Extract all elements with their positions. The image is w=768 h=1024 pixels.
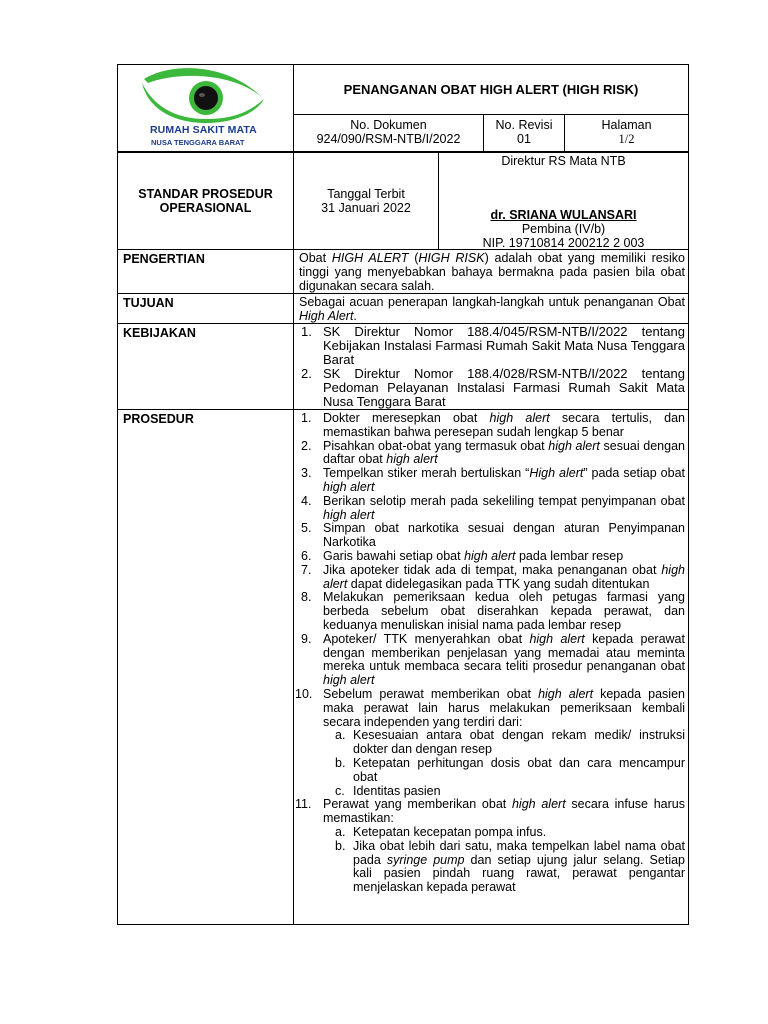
issue-date-cell	[294, 153, 439, 250]
text-segment: Dokter meresepkan obat	[323, 411, 490, 425]
tujuan-text-3: .	[353, 309, 357, 323]
text-segment: syringe pump	[386, 852, 465, 867]
text-segment: kepada pasien maka perawat lain harus melakukan pemeriksaan kembali secara independen yang terdiri dari:	[323, 686, 685, 729]
revision-value: 01	[517, 132, 531, 146]
sub-list-item: b. Jika obat lebih dari satu, maka tempelkan label nama obat pada syringe pump dan setiap ujung jalur selang. Setiap kali pasien pindah ruang rawat, perawat pengantar menjelaskan kepada perawat	[335, 838, 685, 895]
text-segment: ” pada setiap obat	[583, 466, 686, 481]
text-segment: Perawat yang memberikan obat	[323, 797, 512, 812]
pengertian-text-2: HIGH ALERT	[331, 251, 409, 265]
list-item-text	[323, 522, 685, 550]
text-segment: high alert	[323, 562, 685, 591]
text-segment: high alert	[489, 411, 550, 425]
list-item: 5. Simpan obat narkotika sesuai dengan aturan Penyimpanan Narkotika	[301, 521, 685, 550]
signer-rank: Pembina (IV/b)	[521, 222, 606, 236]
sub-list-text	[353, 839, 685, 894]
kebijakan-content	[294, 324, 689, 410]
issue-date-label: Tanggal Terbit	[327, 187, 405, 201]
list-item: 7. Jika apoteker tidak ada di tempat, maka penanganan obat high alert dapat didelegasikan pada TTK yang sudah ditentukan	[301, 562, 685, 591]
pengertian-text-5: ) adalah obat yang memiliki resiko tinggi yang menyebabkan bahaya bermakna pada pasien bila obat digunakan secara salah.	[299, 251, 685, 293]
list-item-text	[323, 633, 685, 688]
sub-list-item: b. Ketepatan perhitungan dosis obat dan cara mencampur obat	[335, 755, 685, 784]
text-segment: Sebelum perawat memberikan obat	[323, 686, 539, 701]
document-header	[117, 64, 689, 152]
pengertian-label: PENGERTIAN	[118, 250, 294, 294]
kebijakan-item-text: SK Direktur Nomor 188.4/045/RSM-NTB/I/2022 tentang Kebijakan Instalasi Farmasi Rumah Sakit Mata Nusa Tenggara Barat	[323, 324, 685, 367]
document-title: PENANGANAN OBAT HIGH ALERT (HIGH RISK)	[294, 65, 689, 115]
pengertian-text-1: Obat	[299, 251, 332, 265]
text-segment: high alert	[386, 452, 438, 467]
tujuan-label: TUJUAN	[118, 294, 294, 324]
list-item-text	[323, 467, 685, 495]
pengertian-content	[294, 250, 689, 294]
pengertian-text-4: HIGH RISK	[418, 251, 485, 265]
tujuan-text-2: High Alert	[299, 309, 354, 323]
list-item: 2. Pisahkan obat-obat yang termasuk obat high alert sesuai dengan daftar obat high alert	[301, 438, 685, 467]
sub-list-text: Ketepatan perhitungan dosis obat dan cara mencampur obat	[353, 755, 685, 784]
text-segment: high alert	[511, 797, 566, 812]
doc-number-label: No. Dokumen	[350, 118, 427, 132]
tujuan-content	[294, 294, 689, 324]
doc-number-value: 924/090/RSM-NTB/I/2022	[316, 132, 461, 146]
text-segment: Apoteker/ TTK menyerahkan obat	[323, 631, 530, 646]
sub-list-item: a. Kesesuaian antara obat dengan rekam medik/ instruksi dokter dan dengan resep	[335, 728, 685, 757]
list-item-text	[323, 591, 685, 632]
list-item: 6. Garis bawahi setiap obat high alert pada lembar resep	[299, 550, 685, 564]
sop-label: STANDAR PROSEDUR OPERASIONAL	[118, 153, 294, 250]
list-item-text	[323, 798, 685, 826]
list-item: 10. Sebelum perawat memberikan obat high alert kepada pasien maka perawat lain harus melakukan pemeriksaan kembali secara independen yang terdiri dari: a. Kesesuaian antara obat dengan rekam medik/ instruksi dokter dan dengan resep b. Ketepatan perhitungan dosis obat dan cara mencampur obat c. Identitas pasien	[295, 686, 685, 798]
page-label: Halaman	[601, 118, 652, 132]
text-segment: Pisahkan obat-obat yang termasuk obat	[323, 438, 549, 453]
list-item: 8. Melakukan pemeriksaan kedua oleh petugas farmasi yang berbeda sebelum obat diserahkan kepada perawat, dan keduanya menuliskan inisial nama pada lembar resep	[301, 590, 685, 632]
kebijakan-label: KEBIJAKAN	[118, 324, 294, 410]
text-segment: secara tertulis, dan memastikan bahwa peresepan sudah lengkap 5 benar	[323, 411, 685, 439]
list-item: 3. Tempelkan stiker merah bertuliskan “High alert” pada setiap obat high alert	[301, 466, 686, 494]
text-segment: high alert	[464, 548, 516, 563]
issue-date-value: 31 Januari 2022	[321, 201, 411, 215]
list-item-text	[323, 440, 685, 468]
list-item: 1. Dokter meresepkan obat high alert secara tertulis, dan memastikan bahwa peresepan sudah lengkap 5 benar	[301, 411, 685, 439]
signer-title: Direktur RS Mata NTB	[501, 154, 626, 168]
list-item-text	[323, 412, 685, 440]
sop-body-table	[117, 152, 689, 925]
text-segment: Ketepatan kecepatan pompa infus.	[353, 824, 547, 839]
text-segment: High alert	[529, 466, 584, 481]
list-item: 2. SK Direktur Nomor 188.4/028/RSM-NTB/I/2022 tentang Pedoman Pelayanan Instalasi Farmasi Rumah Sakit Mata Nusa Tenggara Barat	[301, 366, 685, 409]
text-segment: sesuai dengan daftar obat	[323, 438, 685, 467]
text-segment: kepada perawat dengan memberikan penjelasan yang memadai atau meminta mereka untuk membaca secara teliti prosedur penanganan obat	[323, 631, 685, 674]
text-segment: high alert	[323, 479, 375, 494]
list-item-text	[323, 550, 685, 564]
list-item-text	[323, 564, 685, 592]
text-segment: Jika obat lebih dari satu, maka tempelkan label nama obat pada	[353, 838, 685, 867]
list-item: 9. Apoteker/ TTK menyerahkan obat high alert kepada perawat dengan memberikan penjelasan yang memadai atau meminta mereka untuk membaca secara teliti prosedur penanganan obat high alert	[301, 631, 685, 688]
page-cell	[565, 115, 689, 152]
list-item: 11. Perawat yang memberikan obat high alert secara infuse harus memastikan: a. Ketepatan kecepatan pompa infus. b. Jika obat lebih dari satu, maka tempelkan label nama obat pada syringe pump dan setiap ujung jalur selang. Setiap kali pasien pindah ruang rawat, perawat pengantar menjelaskan kepada perawat	[295, 797, 685, 895]
sub-list	[323, 826, 685, 895]
sub-list-text	[353, 825, 546, 839]
list-item: 1. SK Direktur Nomor 188.4/045/RSM-NTB/I/2022 tentang Kebijakan Instalasi Farmasi Rumah Sakit Mata Nusa Tenggara Barat	[301, 324, 685, 367]
text-segment: Tempelkan stiker merah bertuliskan “	[323, 466, 530, 481]
text-segment: Berikan selotip merah pada sekeliling tempat penyimpanan obat	[323, 493, 685, 508]
text-segment: Garis bawahi setiap obat	[323, 548, 465, 563]
signature-cell	[439, 153, 689, 250]
text-segment: Melakukan pemeriksaan kedua oleh petugas farmasi yang berbeda sebelum obat diserahkan kepada perawat, dan keduanya menuliskan inisial nama pada lembar resep	[323, 590, 685, 632]
sub-list-item: c. Identitas pasien	[335, 783, 441, 798]
tujuan-text-1: Sebagai acuan penerapan langkah-langkah untuk penanganan Obat	[299, 295, 685, 309]
text-segment: pada lembar resep	[515, 548, 624, 563]
pengertian-text-3: (	[408, 251, 419, 265]
list-item-text	[323, 495, 685, 523]
prosedur-content	[294, 410, 689, 925]
logo-hospital-name: RUMAH SAKIT MATA	[150, 124, 257, 136]
text-segment: high alert	[538, 686, 594, 701]
text-segment: secara infuse harus memastikan:	[323, 797, 685, 826]
prosedur-label: PROSEDUR	[118, 410, 294, 925]
doc-number-cell	[294, 115, 484, 152]
page-value: 1/2	[618, 132, 635, 146]
logo-hospital-region: NUSA TENGGARA BARAT	[151, 138, 245, 147]
sub-list-item: a. Ketepatan kecepatan pompa infus.	[335, 824, 547, 839]
text-segment: Simpan obat narkotika sesuai dengan aturan Penyimpanan Narkotika	[323, 521, 685, 550]
list-item-text	[323, 688, 685, 729]
list-item: 4. Berikan selotip merah pada sekeliling tempat penyimpanan obat high alert	[301, 493, 685, 522]
sub-list-text: Kesesuaian antara obat dengan rekam medik/ instruksi dokter dan dengan resep	[353, 728, 685, 757]
text-segment: high alert	[323, 507, 375, 522]
text-segment: Jika apoteker tidak ada di tempat, maka penanganan obat	[323, 562, 662, 577]
text-segment: high alert	[529, 631, 585, 646]
text-segment: dan setiap ujung jalur selang. Setiap kali pasien pindah ruang rawat, perawat pengantar menjelaskan kepada perawat	[353, 852, 685, 895]
text-segment: dapat didelegasikan pada TTK yang sudah ditentukan	[347, 576, 650, 591]
revision-cell	[484, 115, 565, 152]
signer-name: dr. SRIANA WULANSARI	[490, 208, 637, 222]
sub-list-text: Identitas pasien	[353, 783, 441, 798]
text-segment: high alert	[323, 673, 375, 688]
sub-list	[323, 729, 685, 798]
hospital-logo	[118, 65, 294, 152]
signer-nip: NIP. 19710814 200212 2 003	[482, 236, 645, 250]
revision-label: No. Revisi	[495, 118, 553, 132]
text-segment: high alert	[548, 438, 600, 453]
kebijakan-item-text: SK Direktur Nomor 188.4/028/RSM-NTB/I/2022 tentang Pedoman Pelayanan Instalasi Farmasi Rumah Sakit Mata Nusa Tenggara Barat	[323, 366, 685, 409]
